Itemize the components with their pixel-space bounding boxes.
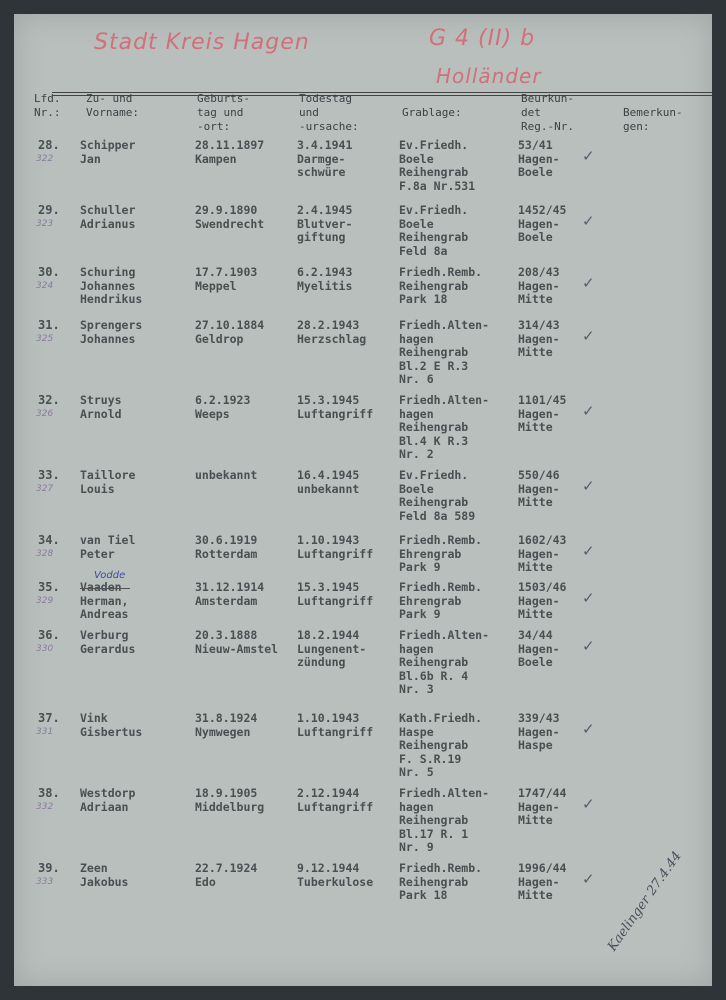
pencil-annotation: 326 <box>36 409 54 419</box>
cell-name: van Tiel Peter <box>80 533 136 561</box>
pencil-annotation: 330 <box>36 644 54 654</box>
pencil-annotation: 331 <box>36 727 54 737</box>
cell-grave: Kath.Friedh. Haspe Reihengrab F. S.R.19 Nr. 5 <box>399 711 483 779</box>
cell-death: 18.2.1944 Lungenent- zündung <box>297 628 367 669</box>
column-header-grave: Grablage: <box>402 106 462 119</box>
cell-name: Vaaden Herman, Andreas <box>80 580 129 621</box>
cell-nr: 29. <box>38 203 60 217</box>
cell-birth: 31.12.1914 Amsterdam <box>195 580 265 608</box>
cell-birth: 18.9.1905 Middelburg <box>195 786 265 814</box>
column-header-registration: Beurkun- det Reg.-Nr. <box>521 92 574 133</box>
column-header-death: Todestag und -ursache: <box>299 92 359 133</box>
cell-grave: Friedh.Remb. Reihengrab Park 18 <box>399 265 483 306</box>
cell-death: 2.4.1945 Blutver- giftung <box>297 203 353 244</box>
cell-reg: 1503/46 Hagen- Mitte <box>518 580 567 621</box>
cell-reg: 314/43 Hagen- Mitte <box>518 318 560 359</box>
pencil-annotation: 327 <box>36 484 54 494</box>
cell-grave: Ev.Friedh. Boele Reihengrab Feld 8a 589 <box>399 468 476 523</box>
cell-name: Verburg Gerardus <box>80 628 136 656</box>
cell-birth: unbekannt <box>195 468 258 482</box>
cell-birth: 31.8.1924 Nymwegen <box>195 711 258 739</box>
column-header-nr: Lfd. Nr.: <box>34 92 61 119</box>
cell-death: 9.12.1944 Tuberkulose <box>297 861 374 889</box>
cell-name: Schuller Adrianus <box>80 203 136 231</box>
cell-nr: 32. <box>38 393 60 407</box>
header-nationality: Holländer <box>436 64 542 88</box>
cell-grave: Ev.Friedh. Boele Reihengrab Feld 8a <box>399 203 469 258</box>
header-file-code: G 4 (II) b <box>429 26 536 51</box>
check-mark-icon: ✓ <box>582 637 595 655</box>
document-sheet <box>14 14 712 986</box>
cell-death: 15.3.1945 Luftangriff <box>297 393 374 421</box>
pencil-annotation: 332 <box>36 802 54 812</box>
cell-reg: 1996/44 Hagen- Mitte <box>518 861 567 902</box>
check-mark-icon: ✓ <box>582 147 595 165</box>
column-header-birth: Geburts- tag und -ort: <box>197 92 250 133</box>
cell-birth: 30.6.1919 Rotterdam <box>195 533 258 561</box>
cell-name: Schuring Johannes Hendrikus <box>80 265 143 306</box>
strikethrough-line <box>80 588 130 589</box>
cell-name: Schipper Jan <box>80 138 136 166</box>
cell-death: 6.2.1943 Myelitis <box>297 265 353 293</box>
cell-reg: 1452/45 Hagen- Boele <box>518 203 567 244</box>
cell-grave: Friedh.Remb. Reihengrab Park 18 <box>399 861 483 902</box>
check-mark-icon: ✓ <box>582 795 595 813</box>
cell-grave: Friedh.Alten- hagen Reihengrab Bl.17 R. 1 Nr. 9 <box>399 786 490 854</box>
check-mark-icon: ✓ <box>582 477 595 495</box>
cell-death: 16.4.1945 unbekannt <box>297 468 360 496</box>
cell-reg: 1602/43 Hagen- Mitte <box>518 533 567 574</box>
cell-death: 28.2.1943 Herzschlag <box>297 318 367 346</box>
cell-name: Sprengers Johannes <box>80 318 143 346</box>
pencil-annotation: 329 <box>36 596 54 606</box>
cell-birth: 17.7.1903 Meppel <box>195 265 258 293</box>
cell-name: Vink Gisbertus <box>80 711 143 739</box>
cell-death: 2.12.1944 Luftangriff <box>297 786 374 814</box>
cell-nr: 36. <box>38 628 60 642</box>
cell-nr: 39. <box>38 861 60 875</box>
cell-death: 3.4.1941 Darmge- schwüre <box>297 138 353 179</box>
pencil-annotation: 328 <box>36 549 54 559</box>
cell-nr: 38. <box>38 786 60 800</box>
cell-grave: Friedh.Alten- hagen Reihengrab Bl.2 E R.3 Nr. 6 <box>399 318 490 386</box>
cell-birth: 28.11.1897 Kampen <box>195 138 265 166</box>
header-rule-top <box>52 92 712 93</box>
cell-death: 1.10.1943 Luftangriff <box>297 533 374 561</box>
cell-nr: 28. <box>38 138 60 152</box>
cell-nr: 33. <box>38 468 60 482</box>
cell-grave: Friedh.Alten- hagen Reihengrab Bl.6b R. 4 Nr. 3 <box>399 628 490 696</box>
cell-grave: Ev.Friedh. Boele Reihengrab F.8a Nr.531 <box>399 138 476 193</box>
handwritten-signature: Kaelinger 27.4.44 <box>604 848 685 955</box>
pencil-annotation: 333 <box>36 877 54 887</box>
pencil-annotation: 322 <box>36 154 54 164</box>
cell-nr: 37. <box>38 711 60 725</box>
header-rule-bottom <box>52 95 712 96</box>
cell-birth: 20.3.1888 Nieuw-Amstel <box>195 628 279 656</box>
pencil-annotation: 324 <box>36 281 54 291</box>
cell-birth: 27.10.1884 Geldrop <box>195 318 265 346</box>
check-mark-icon: ✓ <box>582 720 595 738</box>
cell-birth: 29.9.1890 Swendrecht <box>195 203 265 231</box>
cell-name: Struys Arnold <box>80 393 122 421</box>
check-mark-icon: ✓ <box>582 870 595 888</box>
cell-nr: 35. <box>38 580 60 594</box>
cell-reg: 34/44 Hagen- Boele <box>518 628 560 669</box>
cell-birth: 22.7.1924 Edo <box>195 861 258 889</box>
name-correction: Vodde <box>94 570 126 581</box>
cell-name: Westdorp Adriaan <box>80 786 136 814</box>
cell-nr: 31. <box>38 318 60 332</box>
check-mark-icon: ✓ <box>582 212 595 230</box>
cell-grave: Friedh.Remb. Ehrengrab Park 9 <box>399 580 483 621</box>
check-mark-icon: ✓ <box>582 542 595 560</box>
check-mark-icon: ✓ <box>582 274 595 292</box>
cell-reg: 1101/45 Hagen- Mitte <box>518 393 567 434</box>
check-mark-icon: ✓ <box>582 402 595 420</box>
cell-reg: 1747/44 Hagen- Mitte <box>518 786 567 827</box>
header-district-title: Stadt Kreis Hagen <box>94 30 310 55</box>
cell-death: 1.10.1943 Luftangriff <box>297 711 374 739</box>
cell-reg: 550/46 Hagen- Mitte <box>518 468 560 509</box>
cell-grave: Friedh.Alten- hagen Reihengrab Bl.4 K R.3 Nr. 2 <box>399 393 490 461</box>
check-mark-icon: ✓ <box>582 327 595 345</box>
pencil-annotation: 325 <box>36 334 54 344</box>
cell-reg: 53/41 Hagen- Boele <box>518 138 560 179</box>
cell-death: 15.3.1945 Luftangriff <box>297 580 374 608</box>
column-header-remarks: Bemerkun- gen: <box>623 106 683 133</box>
check-mark-icon: ✓ <box>582 589 595 607</box>
cell-birth: 6.2.1923 Weeps <box>195 393 251 421</box>
cell-name: Zeen Jakobus <box>80 861 129 889</box>
column-header-name: Zu- und Vorname: <box>86 92 139 119</box>
cell-reg: 208/43 Hagen- Mitte <box>518 265 560 306</box>
pencil-annotation: 323 <box>36 219 54 229</box>
cell-grave: Friedh.Remb. Ehrengrab Park 9 <box>399 533 483 574</box>
cell-name: Taillore Louis <box>80 468 136 496</box>
cell-nr: 34. <box>38 533 60 547</box>
cell-nr: 30. <box>38 265 60 279</box>
cell-reg: 339/43 Hagen- Haspe <box>518 711 560 752</box>
